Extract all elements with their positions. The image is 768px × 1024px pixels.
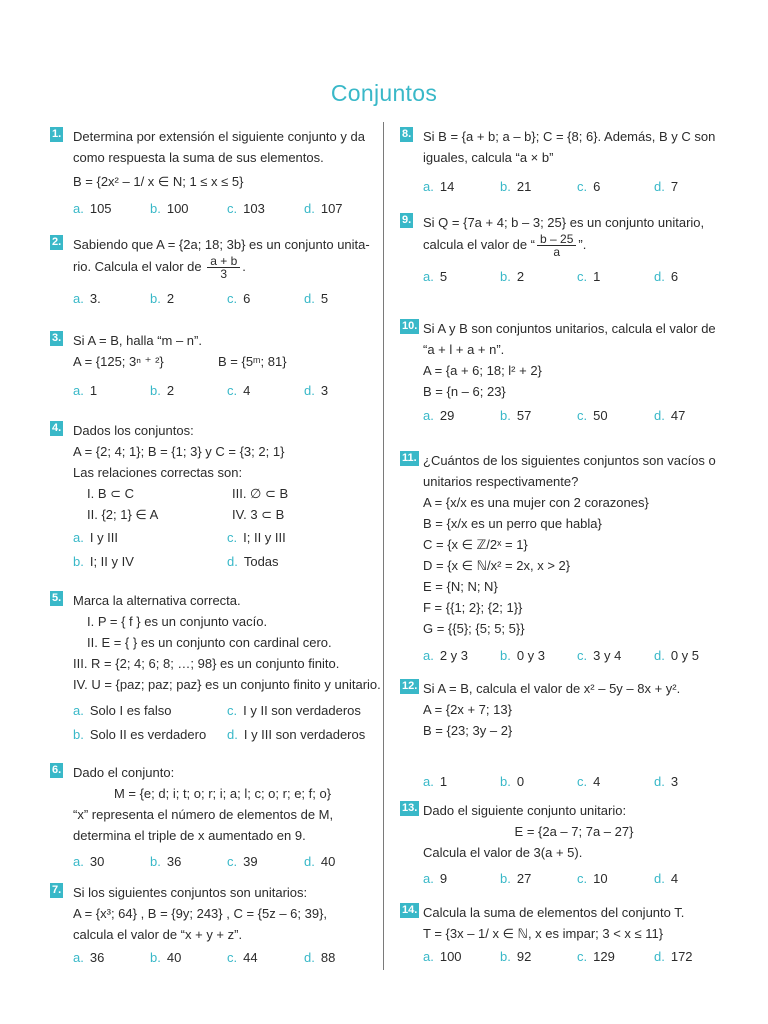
option-a[interactable]: a. 100 [423,949,462,964]
option-d[interactable]: d. 7 [654,179,679,194]
options [73,551,372,572]
page-title: Conjuntos [330,80,438,106]
question-text: “a + l + a + n”. [423,342,505,357]
question-expression: E = {2a – 7; 7a – 27} [514,824,634,839]
option-c[interactable]: c. I; II y III [227,530,286,545]
option-a[interactable]: a. 30 [73,854,105,869]
option-b[interactable]: b. 0 y 3 [500,648,546,663]
question-text: A = {2; 4; 1}; B = {1; 3} y C = {3; 2; 1} [73,444,285,459]
set-definition: E = {N; N; N} [423,579,498,594]
fraction: $\frac{a + b}{3}$ [207,255,240,280]
question-6 [50,762,372,872]
question-expression: B = {n – 6; 23} [423,384,506,399]
option-b[interactable]: b. 2 [150,291,175,306]
option-a[interactable]: a. 1 [73,383,98,398]
question-text: Si A y B son conjuntos unitarios, calcula el valor de [423,321,716,336]
question-expression: B = {23; 3y – 2} [423,723,513,738]
question-7 [50,882,372,968]
options [423,405,725,426]
options [73,380,372,401]
options [423,645,725,666]
option-d[interactable]: d. 6 [654,269,679,284]
question-3 [50,330,372,401]
options [73,700,372,721]
option-b[interactable]: b. Solo II es verdadero [73,727,207,742]
question-text: determina el triple de x aumentado en 9. [73,828,306,843]
question-text: rio. Calcula el valor de $\frac{a + b}{3}$ . [73,254,246,281]
option-d[interactable]: d. 5 [304,291,329,306]
option-a[interactable]: a. 2 y 3 [423,648,469,663]
question-number: 10. [402,320,418,332]
options [73,288,372,309]
options [73,724,372,745]
statement: I. P = { f } es un conjunto vacío. [87,614,268,629]
option-b[interactable]: b. 2 [150,383,175,398]
question-number: 4. [52,422,62,434]
option-d[interactable]: d. 88 [304,950,336,965]
question-text: ¿Cuántos de los siguientes conjuntos son vacíos o [423,453,716,468]
option-a[interactable]: a. 29 [423,408,455,423]
question-11 [400,450,725,666]
option-d[interactable]: d. 3 [304,383,329,398]
option-b[interactable]: b. 27 [500,871,532,886]
question-1 [50,126,372,219]
question-8 [400,126,725,197]
options [73,947,372,968]
options [423,176,725,197]
question-text: Dado el siguiente conjunto unitario: [423,803,627,818]
question-12 [400,678,725,792]
option-a[interactable]: a. I y III [73,530,119,545]
statement: II. E = { } es un conjunto con cardinal cero. [87,635,332,650]
question-text: Calcula la suma de elementos del conjunto T. [423,905,685,920]
option-c[interactable]: c. 39 [227,854,258,869]
question-10 [400,318,725,426]
option-a[interactable]: a. Solo I es falso [73,703,172,718]
option-d[interactable]: d. 0 y 5 [654,648,700,663]
option-b[interactable]: b. 40 [150,950,182,965]
question-text: Dado el conjunto: [73,765,175,780]
option-b[interactable]: b. 2 [500,269,525,284]
question-text: Marca la alternativa correcta. [73,593,241,608]
question-number: 8. [402,128,412,140]
options [423,266,725,287]
question-number: 11. [402,452,417,464]
question-text: Si los siguientes conjuntos son unitarios: [73,885,308,900]
option-c[interactable]: c. 4 [577,774,601,789]
option-a[interactable]: a. 3. [73,291,101,306]
question-13 [400,800,725,889]
option-b[interactable]: b. 21 [500,179,532,194]
question-expression: A = {a + 6; 18; l² + 2} [423,363,542,378]
options [73,851,372,872]
question-number: 13. [402,802,418,814]
option-a[interactable]: a. 36 [73,950,105,965]
set-definition: A = {x/x es una mujer con 2 corazones} [423,495,649,510]
option-c[interactable]: c. 3 y 4 [577,648,622,663]
question-5 [50,590,381,745]
statement: III. R = {2; 4; 6; 8; …; 98} es un conjunto finito. [73,656,340,671]
options [423,946,725,967]
set-definition: F = {{1; 2}; {2; 1}} [423,600,523,615]
question-14 [400,902,725,967]
question-text: Determina por extensión el siguiente conjunto y da [73,129,365,144]
options [73,527,372,548]
option-a[interactable]: a. 105 [73,201,112,216]
options [73,198,372,219]
option-c[interactable]: c. 6 [577,179,601,194]
option-c[interactable]: c. 103 [227,201,265,216]
question-expression: A = {125; 3ⁿ ⁺ ²} B = {5ᵐ; 81} [73,354,287,369]
option-c[interactable]: c. 44 [227,950,258,965]
question-number: 9. [402,214,412,226]
option-c[interactable]: c. 50 [577,408,608,423]
question-text: Si Q = {7a + 4; b – 3; 25} es un conjunto unitario, [423,215,705,230]
question-text: Las relaciones correctas son: [73,465,243,480]
question-expression: A = {x³; 64} , B = {9y; 243} , C = {5z – 6; 39}, [73,906,328,921]
option-b[interactable]: b. 57 [500,408,532,423]
option-d[interactable]: d. 107 [304,201,343,216]
question-number: 6. [52,764,62,776]
question-expression: M = {e; d; i; t; o; r; i; a; l; c; o; r; e; f; o} [113,786,332,801]
option-a[interactable]: a. 14 [423,179,455,194]
option-b[interactable]: b. I; II y IV [73,554,134,569]
option-c[interactable]: c. I y II son verdaderos [227,703,361,718]
option-c[interactable]: c. 6 [227,291,251,306]
question-2 [50,234,372,309]
question-9 [400,212,725,287]
question-text: Si A = B, calcula el valor de x² – 5y – 8x + y². [423,681,681,696]
relation-row: II. {2; 1} ∈ A IV. 3 ⊂ B [87,507,285,522]
question-text: calcula el valor de “x + y + z”. [73,927,243,942]
question-text: calcula el valor de “ $\frac{b - 25}{a}$ ”. [423,232,587,259]
question-number: 12. [402,680,418,692]
option-a[interactable]: a. 1 [423,774,448,789]
question-text: Calcula el valor de 3(a + 5). [423,845,583,860]
option-b[interactable]: b. 100 [150,201,189,216]
option-d[interactable]: d. I y III son verdaderos [227,727,366,742]
relation-row: I. B ⊂ C III. ∅ ⊂ B [87,486,289,501]
option-d[interactable]: d. 3 [654,774,679,789]
option-c[interactable]: c. 129 [577,949,615,964]
question-expression: B = {2x² – 1/ x ∈ N; 1 ≤ x ≤ 5} [73,174,244,189]
option-d[interactable]: d. Todas [227,554,279,569]
statement: IV. U = {paz; paz; paz} es un conjunto finito y unitario. [73,677,381,692]
question-expression: T = {3x – 1/ x ∈ ℕ, x es impar; 3 < x ≤ 11} [423,926,664,941]
fraction: $\frac{b - 25}{a}$ [537,233,576,258]
option-c[interactable]: c. 1 [577,269,601,284]
question-text: Dados los conjuntos: [73,423,194,438]
question-text: Sabiendo que A = {2a; 18; 3b} es un conjunto unita- [73,237,370,252]
option-d[interactable]: d. 172 [654,949,693,964]
option-b[interactable]: b. 36 [150,854,182,869]
option-b[interactable]: b. 92 [500,949,532,964]
option-d[interactable]: d. 4 [654,871,679,886]
set-definition: C = {x ∈ ℤ/2ˣ = 1} [423,537,528,552]
option-c[interactable]: c. 10 [577,871,608,886]
question-text: “x” representa el número de elementos de M, [73,807,334,822]
set-definition: G = {{5}; {5; 5; 5}} [423,621,525,636]
option-c[interactable]: c. 4 [227,383,251,398]
column-divider [383,122,384,970]
options [423,771,725,792]
options [423,868,725,889]
question-number: 14. [402,904,418,916]
question-text: como respuesta la suma de sus elementos. [73,150,324,165]
option-a[interactable]: a. 5 [423,269,448,284]
option-a[interactable]: a. 9 [423,871,448,886]
question-text: iguales, calcula “a × b” [423,150,554,165]
question-text: unitarios respectivamente? [423,474,579,489]
question-number: 7. [52,884,62,896]
question-number: 3. [52,332,62,344]
set-definition: D = {x ∈ ℕ/x² = 2x, x > 2} [423,558,571,573]
question-text: Si B = {a + b; a – b}; C = {8; 6}. Además, B y C son [423,129,716,144]
question-number: 1. [52,128,62,140]
question-expression: A = {2x + 7; 13} [423,702,512,717]
question-text: Si A = B, halla “m – n”. [73,333,202,348]
question-number: 5. [52,592,62,604]
option-d[interactable]: d. 40 [304,854,336,869]
question-4 [50,420,372,572]
option-b[interactable]: b. 0 [500,774,525,789]
set-definition: B = {x/x es un perro que habla} [423,516,602,531]
option-d[interactable]: d. 47 [654,408,686,423]
question-number: 2. [52,236,62,248]
